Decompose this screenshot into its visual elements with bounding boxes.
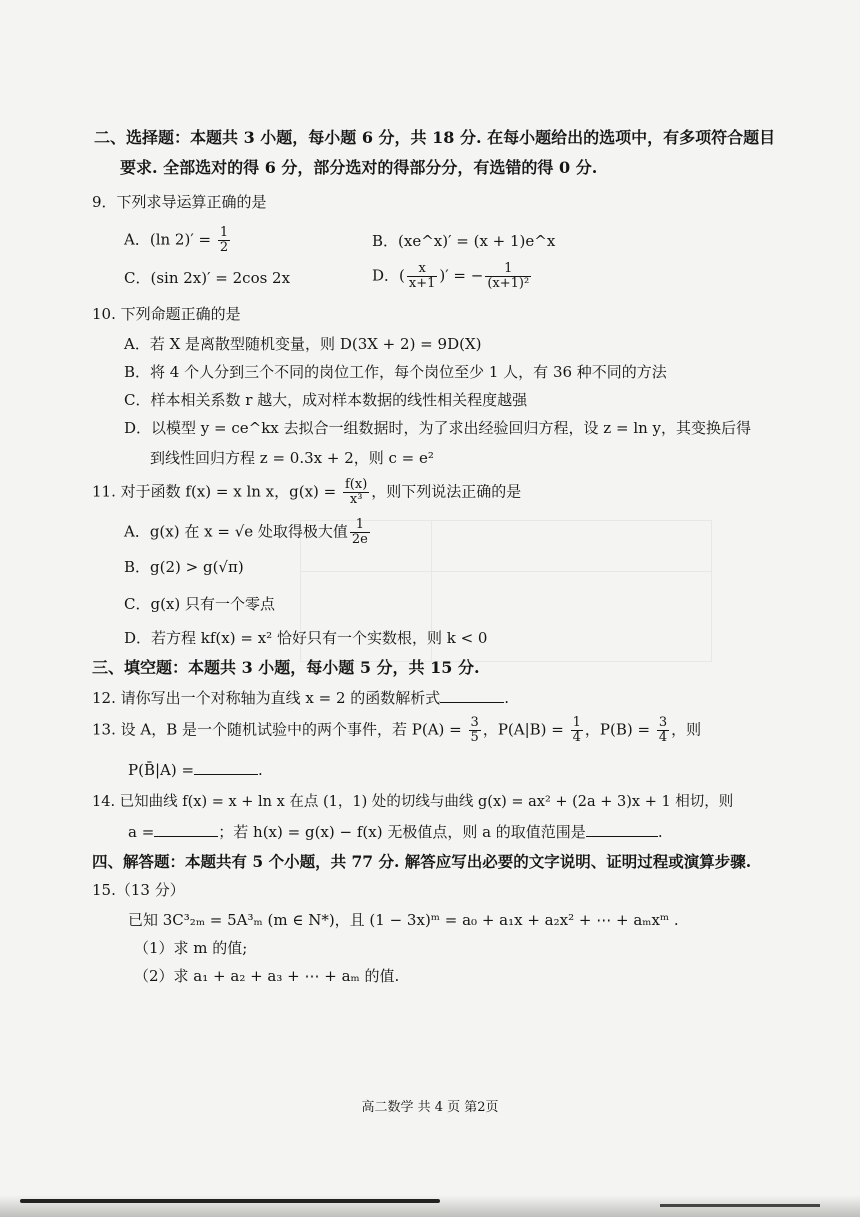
q9-option-a-prefix: A． bbox=[124, 230, 150, 249]
q9-option-d-mid: )′ = − bbox=[439, 266, 484, 285]
q13-pre: 13. 设 A，B 是一个随机试验中的两个事件，若 P(A) = bbox=[92, 720, 467, 739]
page-footer: 高二数学 共 4 页 第2页 bbox=[361, 1100, 499, 1115]
q11-option-a bbox=[124, 518, 372, 547]
q11-stem-post: ，则下列说法正确的是 bbox=[371, 482, 522, 501]
q14-line2-mid: ；若 h(x) = g(x) − f(x) 无极值点，则 a 的取值范围是 bbox=[218, 823, 586, 841]
section3-heading: 三、填空题：本题共 3 小题，每小题 5 分，共 15 分. bbox=[92, 658, 480, 677]
q13-pab-fraction bbox=[571, 716, 583, 745]
q9-option-d-num2: 1 bbox=[485, 262, 531, 277]
q15-part1: （1）求 m 的值; bbox=[134, 939, 248, 957]
q14-line2 bbox=[128, 822, 663, 842]
q14-line1: 14. 已知曲线 f(x) = x + ln x 在点 (1，1) 处的切线与曲线 g(x) = ax² + (2a + 3)x + 1 相切，则 bbox=[92, 794, 734, 810]
scan-dark-mark-right bbox=[660, 1204, 820, 1207]
q13-mid1: ，P(A|B) = bbox=[482, 720, 569, 739]
q9-option-a-den: 2 bbox=[219, 240, 229, 255]
q14-end: . bbox=[657, 823, 663, 841]
q9-option-d-frac2 bbox=[485, 262, 531, 291]
q14-answer-blank-2[interactable] bbox=[586, 822, 658, 837]
q11-option-b: B．g(2) > g(√π) bbox=[124, 558, 244, 576]
q11-stem bbox=[92, 478, 521, 507]
q13-post: ，则 bbox=[671, 720, 702, 739]
q15-given: 已知 3C³₂ₘ = 5A³ₘ (m ∈ N*)，且 (1 − 3x)ᵐ = a₀ + a₁x + a₂x² + ⋯ + aₘxᵐ . bbox=[128, 911, 679, 929]
q15-heading: 15.（13 分） bbox=[92, 881, 185, 899]
scan-dark-mark bbox=[20, 1199, 440, 1203]
q11-option-a-pre: A．g(x) 在 x = √e 处取得极大值 bbox=[124, 522, 348, 541]
q13-pa-den: 5 bbox=[470, 730, 479, 745]
q14-line2-pre: a = bbox=[128, 823, 155, 841]
q10-option-b: B．将 4 个人分到三个不同的岗位工作，每个岗位至少 1 人，有 36 种不同的方法 bbox=[124, 363, 667, 381]
q9-option-a-fraction bbox=[218, 226, 230, 255]
q10-stem: 10. 下列命题正确的是 bbox=[92, 305, 241, 323]
q9-option-d-den1: x+1 bbox=[408, 276, 436, 291]
q9-option-d-frac1 bbox=[407, 262, 438, 291]
q9-option-a-num: 1 bbox=[219, 225, 229, 240]
q12-text bbox=[92, 688, 509, 708]
q9-option-b: B．(xe^x)′ = (x + 1)e^x bbox=[372, 232, 556, 250]
q13-line1 bbox=[92, 716, 701, 745]
q11-stem-num: f(x) bbox=[345, 477, 368, 492]
q9-option-c: C．(sin 2x)′ = 2cos 2x bbox=[124, 269, 291, 287]
q13-pb-num: 3 bbox=[658, 715, 668, 730]
q13-end: . bbox=[258, 761, 263, 779]
q15-part2: （2）求 a₁ + a₂ + a₃ + ⋯ + aₘ 的值. bbox=[134, 967, 400, 985]
q11-option-a-den: 2e bbox=[351, 532, 368, 547]
q9-option-a bbox=[124, 226, 232, 255]
q13-pa-num: 3 bbox=[470, 715, 479, 730]
q11-stem-fraction bbox=[343, 478, 369, 507]
q13-pb-den: 4 bbox=[658, 730, 668, 745]
q10-option-d-line2: 到线性回归方程 z = 0.3x + 2，则 c = e² bbox=[150, 449, 434, 467]
section2-heading-line1: 二、选择题：本题共 3 小题，每小题 6 分，共 18 分. 在每小题给出的选项中，有多项符合题目 bbox=[94, 128, 776, 147]
q13-line2-expr: P(B̄|A) = bbox=[128, 761, 195, 779]
q13-mid2: ，P(B) = bbox=[584, 720, 655, 739]
q10-option-c: C．样本相关系数 r 越大，成对样本数据的线性相关程度越强 bbox=[124, 391, 528, 409]
q13-pa-fraction bbox=[469, 716, 481, 745]
q11-option-a-fraction bbox=[350, 518, 370, 547]
section4-heading: 四、解答题：本题共有 5 个小题，共 77 分. 解答应写出必要的文字说明、证明过程或演算步骤. bbox=[92, 852, 752, 871]
q13-answer-blank[interactable] bbox=[194, 760, 258, 775]
q9-stem: 9．下列求导运算正确的是 bbox=[92, 193, 267, 211]
q11-option-a-num: 1 bbox=[350, 518, 370, 533]
q11-stem-pre: 11. 对于函数 f(x) = x ln x，g(x) = bbox=[92, 482, 341, 501]
q14-answer-blank-1[interactable] bbox=[154, 822, 218, 837]
q12-end: . bbox=[504, 689, 510, 707]
q11-option-c: C．g(x) 只有一个零点 bbox=[124, 595, 276, 613]
q9-option-d-prefix: D． bbox=[372, 266, 400, 285]
q11-stem-den: x³ bbox=[349, 492, 363, 507]
q9-option-a-expr: (ln 2)′ = bbox=[149, 230, 216, 249]
q9-option-d: D．( $\frac{x}{x+1}$ )′ = − $\frac{1}{\text{(x+1)²}}$ bbox=[372, 261, 530, 291]
q12-stem: 12. 请你写出一个对称轴为直线 x = 2 的函数解析式 bbox=[92, 689, 441, 707]
q10-option-a: A．若 X 是离散型随机变量，则 D(3X + 2) = 9D(X) bbox=[124, 335, 482, 353]
q13-pb-fraction bbox=[657, 716, 669, 745]
q13-line2 bbox=[128, 760, 263, 780]
q12-answer-blank[interactable] bbox=[440, 688, 504, 703]
q13-pab-num: 1 bbox=[572, 715, 581, 730]
q11-option-d: D．若方程 kf(x) = x² 恰好只有一个实数根，则 k < 0 bbox=[124, 629, 488, 647]
q13-pab-den: 4 bbox=[572, 730, 581, 745]
q9-option-d-den2: (x+1)² bbox=[487, 276, 530, 291]
section2-heading-line2: 要求. 全部选对的得 6 分，部分选对的得部分分，有选错的得 0 分. bbox=[120, 158, 598, 177]
q10-option-d-line1: D．以模型 y = ce^kx 去拟合一组数据时，为了求出经验回归方程，设 z = ln y，其变换后得 bbox=[124, 419, 752, 437]
q9-option-d-num1: x bbox=[407, 262, 438, 277]
